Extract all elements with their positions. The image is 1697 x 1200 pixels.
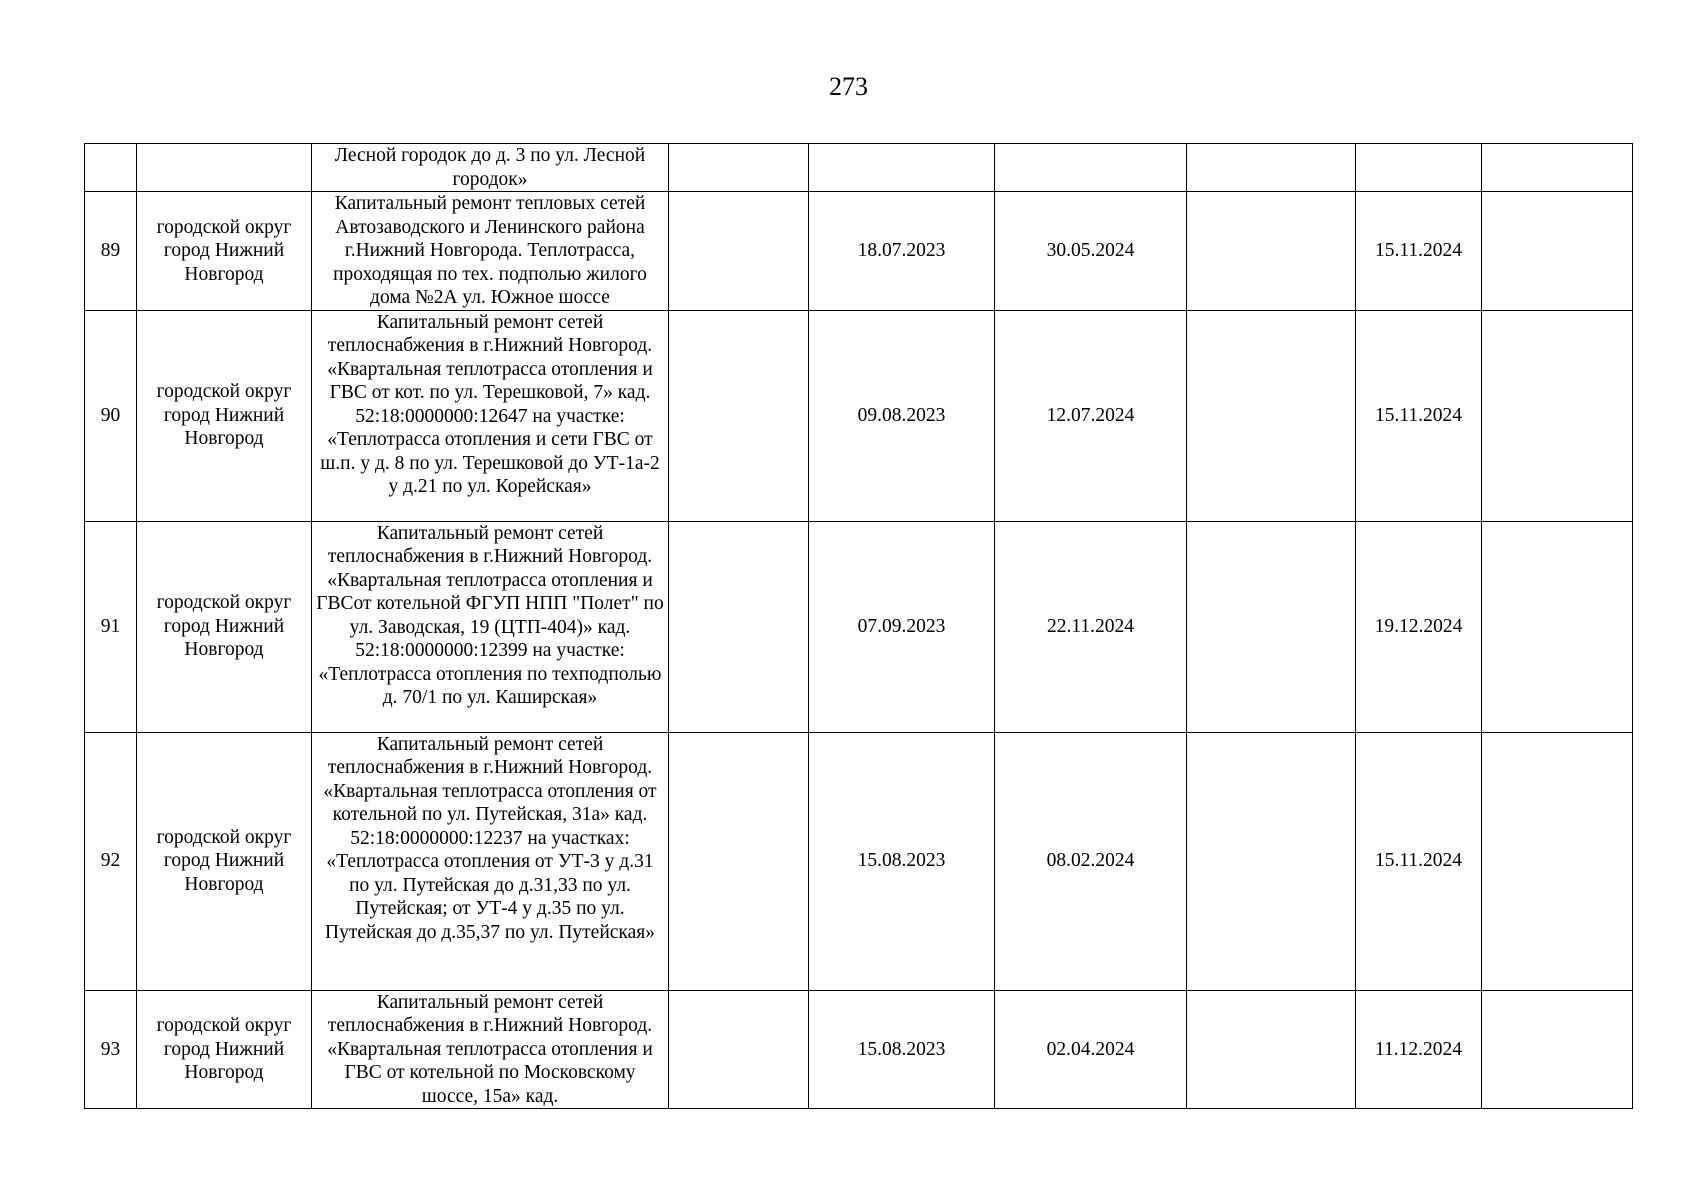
table-row: [85, 521, 1633, 732]
description-cell: Лесной городок до д. 3 по ул. Лесной городок»: [312, 144, 669, 192]
row-number: [85, 144, 137, 192]
contract-date-cell: [995, 144, 1187, 192]
municipality-cell: городской округ город Нижний Новгород: [137, 521, 312, 732]
municipality-cell: городской округ город Нижний Новгород: [137, 990, 312, 1109]
row-number: 92: [85, 732, 137, 990]
empty-cell: [1482, 732, 1633, 990]
page-number: 273: [829, 72, 868, 101]
table-row: [85, 990, 1633, 1109]
end-date-cell: 11.12.2024: [1356, 990, 1482, 1109]
municipality-cell: городской округ город Нижний Новгород: [137, 310, 312, 521]
empty-cell: [1482, 521, 1633, 732]
description-cell: Капитальный ремонт сетей теплоснабжения в г.Нижний Новгород. «Квартальная теплотрасса отопления и ГВС от котельной по Московскому шоссе, 15а» кад.: [312, 990, 669, 1109]
row-number: 91: [85, 521, 137, 732]
description-cell: Капитальный ремонт сетей теплоснабжения в г.Нижний Новгород. «Квартальная теплотрасса отопления и ГВС от кот. по ул. Терешковой, 7» кад. 52:18:0000000:12647 на участке: «Теплотрасса отопления и сети ГВС от ш.п. у д. 8 по ул. Терешковой до УТ-1а-2 у д.21 по ул. Корейская»: [312, 310, 669, 521]
row-number: 93: [85, 990, 137, 1109]
municipality-cell: городской округ город Нижний Новгород: [137, 732, 312, 990]
empty-cell: [669, 192, 809, 311]
municipality-cell: [137, 144, 312, 192]
contract-date-cell: 02.04.2024: [995, 990, 1187, 1109]
empty-cell: [669, 310, 809, 521]
table-row: [85, 192, 1633, 311]
contract-date-cell: 08.02.2024: [995, 732, 1187, 990]
end-date-cell: 19.12.2024: [1356, 521, 1482, 732]
start-date-cell: 15.08.2023: [809, 732, 995, 990]
empty-cell: [669, 144, 809, 192]
empty-cell: [669, 732, 809, 990]
empty-cell: [1187, 310, 1356, 521]
empty-cell: [1482, 990, 1633, 1109]
contract-date-cell: 30.05.2024: [995, 192, 1187, 311]
end-date-cell: [1356, 144, 1482, 192]
row-number: 90: [85, 310, 137, 521]
description-cell: Капитальный ремонт сетей теплоснабжения в г.Нижний Новгород. «Квартальная теплотрасса отопления от котельной по ул. Путейская, 31а» кад. 52:18:0000000:12237 на участках: «Теплотрасса отопления от УТ-3 у д.31 по ул. Путейская до д.31,33 по ул. Путейская; от УТ-4 у д.35 по ул. Путейская до д.35,37 по ул. Путейская»: [312, 732, 669, 990]
empty-cell: [669, 990, 809, 1109]
table-row: [85, 144, 1633, 192]
start-date-cell: 07.09.2023: [809, 521, 995, 732]
empty-cell: [1187, 990, 1356, 1109]
start-date-cell: 18.07.2023: [809, 192, 995, 311]
table-row: [85, 732, 1633, 990]
works-table: [84, 143, 1633, 1109]
end-date-cell: 15.11.2024: [1356, 732, 1482, 990]
empty-cell: [1187, 521, 1356, 732]
end-date-cell: 15.11.2024: [1356, 192, 1482, 311]
start-date-cell: [809, 144, 995, 192]
contract-date-cell: 22.11.2024: [995, 521, 1187, 732]
description-cell: Капитальный ремонт сетей теплоснабжения в г.Нижний Новгород. «Квартальная теплотрасса отопления и ГВСот котельной ФГУП НПП "Полет" по ул. Заводская, 19 (ЦТП-404)» кад. 52:18:0000000:12399 на участке: «Теплотрасса отопления по техподполью д. 70/1 по ул. Каширская»: [312, 521, 669, 732]
empty-cell: [1482, 144, 1633, 192]
empty-cell: [669, 521, 809, 732]
start-date-cell: 15.08.2023: [809, 990, 995, 1109]
empty-cell: [1482, 310, 1633, 521]
empty-cell: [1187, 192, 1356, 311]
end-date-cell: 15.11.2024: [1356, 310, 1482, 521]
empty-cell: [1187, 732, 1356, 990]
start-date-cell: 09.08.2023: [809, 310, 995, 521]
empty-cell: [1187, 144, 1356, 192]
contract-date-cell: 12.07.2024: [995, 310, 1187, 521]
empty-cell: [1482, 192, 1633, 311]
row-number: 89: [85, 192, 137, 311]
municipality-cell: городской округ город Нижний Новгород: [137, 192, 312, 311]
table-row: [85, 310, 1633, 521]
description-cell: Капитальный ремонт тепловых сетей Автозаводского и Ленинского района г.Нижний Новгорода. Теплотрасса, проходящая по тех. подполью жилого дома №2А ул. Южное шоссе: [312, 192, 669, 311]
